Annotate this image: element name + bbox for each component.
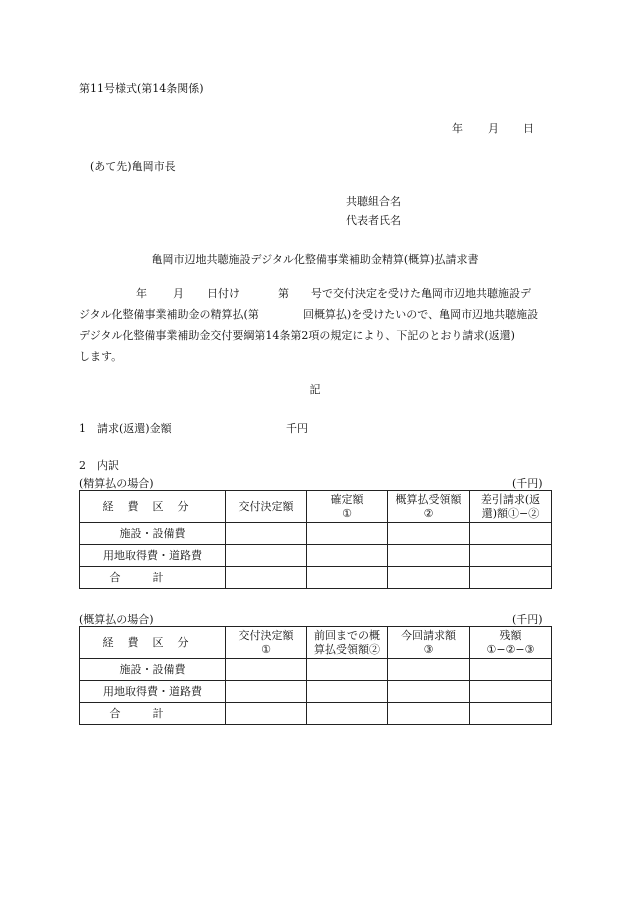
table-cell[interactable] (307, 659, 388, 681)
table-cell[interactable] (226, 567, 307, 589)
row-label: 合計 (80, 567, 226, 589)
header-previous-advance: 前回までの概 算払受領額② (307, 627, 388, 659)
table-cell[interactable] (226, 681, 307, 703)
row-label: 施設・設備費 (80, 523, 226, 545)
table-row (80, 703, 552, 725)
date-month: 月 (488, 122, 499, 135)
table-cell[interactable] (388, 659, 470, 681)
table-row (80, 659, 552, 681)
applicant-org: 共聴組合名 (346, 195, 401, 208)
header-expense-category: 経費区分 (80, 627, 226, 659)
table-cell[interactable] (470, 659, 552, 681)
document-title: 亀岡市辺地共聴施設デジタル化整備事業補助金精算(概算)払請求書 (151, 253, 479, 266)
body-year: 年 (136, 287, 147, 300)
body-month: 月 (173, 287, 184, 300)
table-cell[interactable] (307, 703, 388, 725)
row-label: 施設・設備費 (80, 659, 226, 681)
body-no-prefix: 第 (278, 287, 289, 300)
table-header-row (80, 627, 552, 659)
item1-label: 1 請求(返還)金額 (79, 422, 172, 435)
body-line1-rest: 号で交付決定を受けた亀岡市辺地共聴施設デ (311, 287, 531, 300)
body-line2-part1: ジタル化整備事業補助金の精算払(第 (79, 308, 259, 321)
ki-marker: 記 (309, 383, 321, 396)
table-row (80, 681, 552, 703)
body-line4: します。 (79, 350, 123, 363)
body-date-suffix: 日付け (207, 287, 240, 300)
table-cell[interactable] (307, 523, 388, 545)
table-cell[interactable] (307, 681, 388, 703)
body-line3: デジタル化整備事業補助金交付要綱第14条第2項の規定により、下記のとおり請求(返還) (79, 329, 515, 342)
header-grant-decision: 交付決定額 ① (226, 627, 307, 659)
body-line2-part2: 回概算払)を受けたいので、亀岡市辺地共聴施設 (303, 308, 539, 321)
item1-unit: 千円 (286, 422, 308, 435)
table-header-row (80, 491, 552, 523)
table-cell[interactable] (388, 567, 470, 589)
table-cell[interactable] (307, 567, 388, 589)
table-cell[interactable] (470, 545, 552, 567)
header-expense-category: 経費区分 (80, 491, 226, 523)
table-cell[interactable] (388, 523, 470, 545)
table-cell[interactable] (226, 545, 307, 567)
table1-caption: (精算払の場合) (79, 477, 154, 490)
table-cell[interactable] (388, 703, 470, 725)
form-number: 第11号様式(第14条関係) (79, 82, 204, 95)
row-label: 合計 (80, 703, 226, 725)
table2-caption: (概算払の場合) (79, 613, 154, 626)
table-cell[interactable] (388, 681, 470, 703)
table-row (80, 545, 552, 567)
table-cell[interactable] (470, 523, 552, 545)
header-confirmed-amount: 確定額 ① (307, 491, 388, 523)
table-cell[interactable] (226, 523, 307, 545)
table-cell[interactable] (470, 567, 552, 589)
table-cell[interactable] (226, 703, 307, 725)
table-cell[interactable] (470, 703, 552, 725)
header-grant-decision: 交付決定額 (226, 491, 307, 523)
row-label: 用地取得費・道路費 (80, 681, 226, 703)
header-difference: 差引請求(返 還)額①−② (470, 491, 552, 523)
date-year: 年 (452, 122, 463, 135)
date-day: 日 (523, 122, 534, 135)
table-cell[interactable] (470, 681, 552, 703)
item2-label: 2 内訳 (79, 459, 119, 472)
table-row (80, 567, 552, 589)
table-gaisan (79, 626, 552, 725)
table-cell[interactable] (388, 545, 470, 567)
table1-unit: (千円) (512, 477, 543, 490)
table2-unit: (千円) (512, 613, 543, 626)
table-seisan (79, 490, 552, 589)
addressee: (あて先)亀岡市長 (90, 160, 176, 173)
row-label: 用地取得費・道路費 (80, 545, 226, 567)
table-cell[interactable] (226, 659, 307, 681)
header-remaining: 残額 ①−②−③ (470, 627, 552, 659)
applicant-representative: 代表者氏名 (346, 214, 401, 227)
header-advance-received: 概算払受領額 ② (388, 491, 470, 523)
header-current-request: 今回請求額 ③ (388, 627, 470, 659)
table-row (80, 523, 552, 545)
table-cell[interactable] (307, 545, 388, 567)
